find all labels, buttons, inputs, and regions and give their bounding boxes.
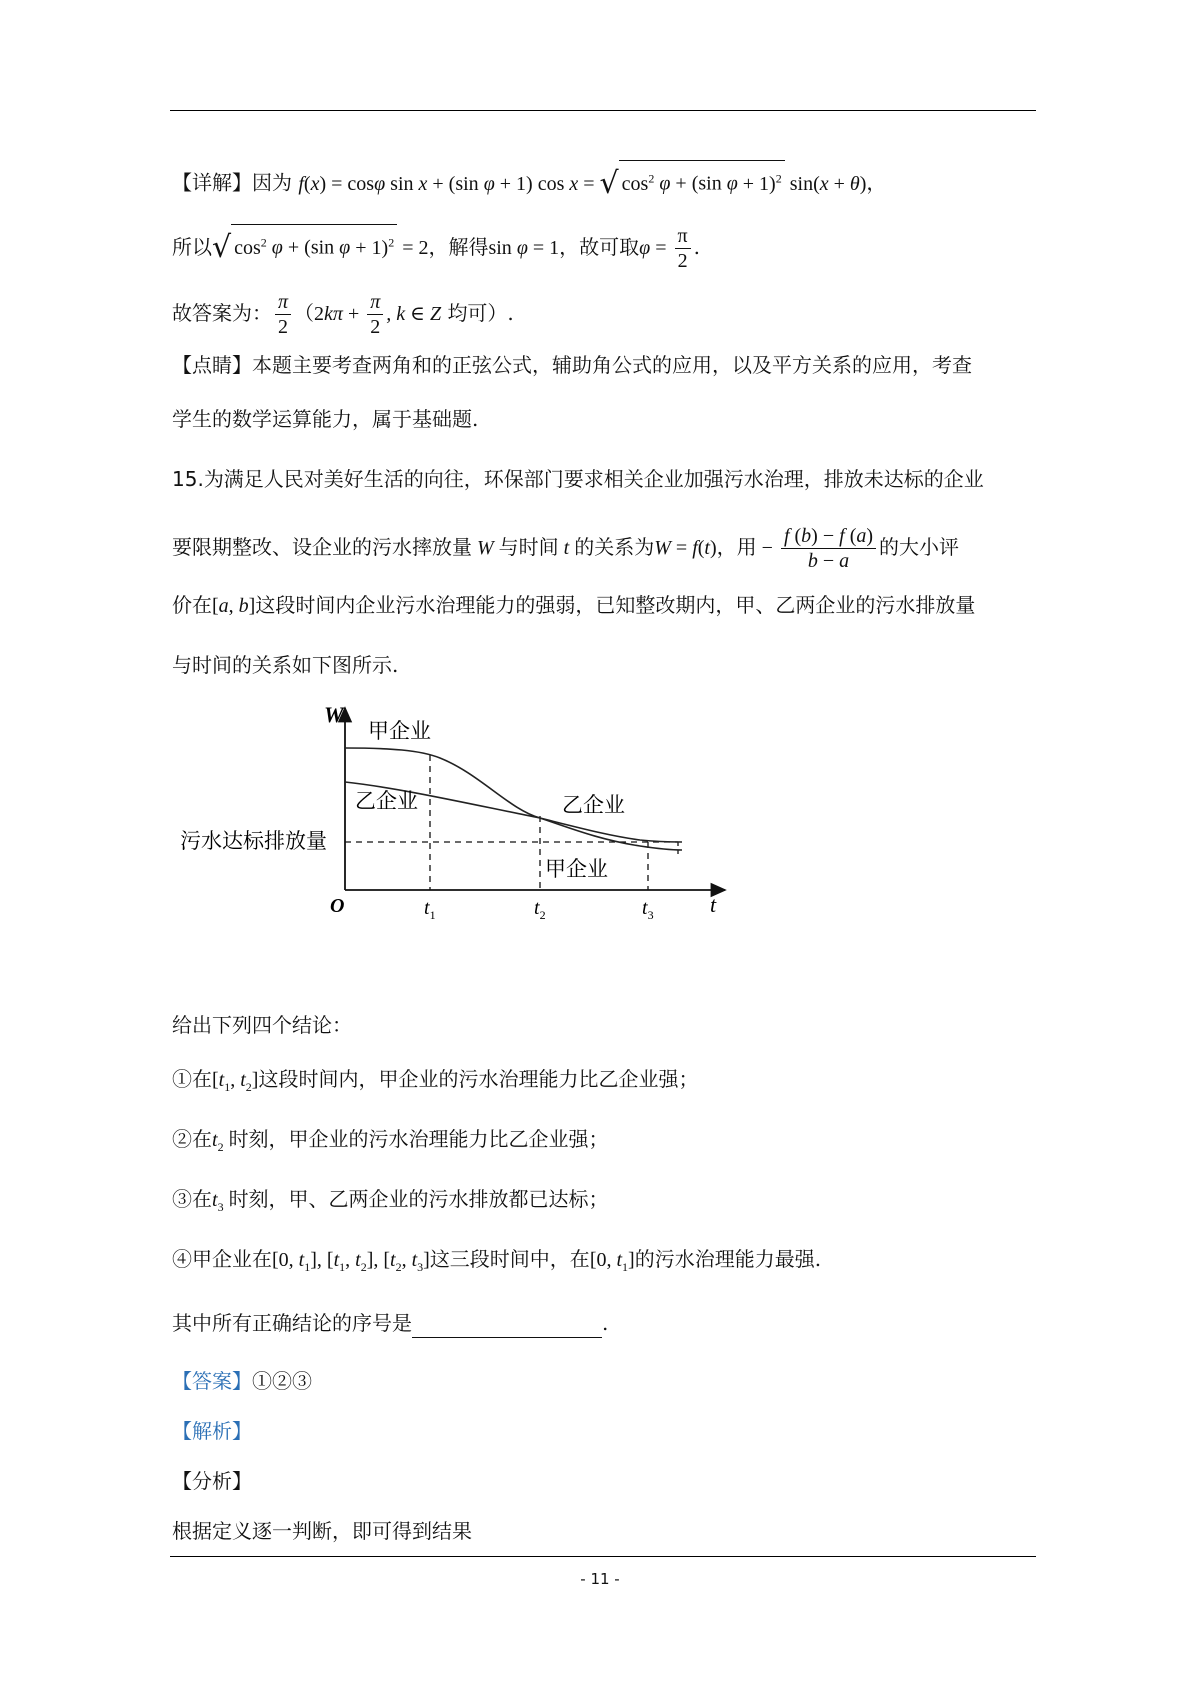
conclusion-3 [172, 1184, 609, 1222]
c1-mark: ①在 [172, 1067, 212, 1091]
comment-label: 【点睛】 [172, 353, 252, 377]
conclusions-intro [172, 1010, 352, 1040]
problem-line-2 [172, 524, 959, 573]
problem-text-3b: 这段时间内企业污水治理能力的强弱，已知整改期内，甲、乙两企业的污水排放量 [255, 593, 976, 617]
label-jia-top: 甲企业 [368, 719, 431, 743]
c4-interval-0: [0, $t_1$] [589, 1249, 635, 1274]
problem-line-1 [172, 464, 984, 494]
conclusion-1 [172, 1064, 698, 1102]
c3-text: 时刻，甲、乙两企业的污水排放都已达标； [228, 1187, 609, 1211]
pi-over-2: $\frac{\pi}{2}$ [675, 224, 691, 273]
footer-rule [170, 1556, 1036, 1557]
fenxi-text-line [172, 1516, 472, 1546]
tick-t2: $t_2$ [534, 897, 546, 922]
analysis-label: 【解析】 [172, 1419, 252, 1443]
problem-line-4 [172, 650, 398, 680]
answer-prefix: 故答案为： [172, 301, 272, 325]
header-rule [170, 110, 1036, 111]
c3-mark: ③在 [172, 1187, 212, 1211]
pi-over-2-alt: $\frac{\pi}{2}$ [367, 290, 383, 339]
fenxi-line [172, 1466, 252, 1496]
c4-mark: ④甲企业在 [172, 1247, 272, 1271]
answer-line [172, 1366, 312, 1396]
label-yi-left: 乙企业 [355, 789, 418, 813]
x-axis-label: t [710, 892, 717, 917]
comment-text-2: 学生的数学运算能力，属于基础题. [172, 407, 479, 431]
tick-t3: $t_3$ [642, 897, 654, 922]
sin-eq: sin φ = 1 [488, 237, 560, 259]
origin-label: O [330, 895, 345, 917]
problem-text-3a: 价在 [172, 593, 212, 617]
c4-text: 的污水治理能力最强. [634, 1247, 822, 1271]
c4-intervals: [0, $t_1$], [$t_1$, $t_2$], [$t_2$, $t_3$] [272, 1249, 430, 1274]
intro-text: 给出下列四个结论： [172, 1013, 352, 1037]
answer-blank[interactable] [412, 1315, 602, 1338]
question-line [172, 1308, 608, 1338]
phi-eq: φ = [639, 237, 672, 259]
problem-text-2e: 的大小评 [879, 535, 960, 559]
page-number: - 11 - [580, 1570, 620, 1588]
c1-text: 这段时间内，甲企业的污水治理能力比乙企业强； [258, 1067, 699, 1091]
detail-formula: f(x) = cosφ sin x + (sin φ + 1) cos x = √ $\cos^2 \varphi + (\sin$ φ + 1)$^2$ sin(x + θ) [298, 173, 866, 195]
threshold-label: 污水达标排放量 [180, 829, 327, 853]
conclusion-4 [172, 1244, 821, 1282]
answer-prefix-line: 故答案为： $\frac{\pi}{2}$ （2kπ + $\frac{\pi}{2}$ , k ∈ Z 均可）. [172, 291, 514, 338]
problem-text-2b: 与时间 [498, 535, 559, 559]
tick-t1: $t_1$ [424, 897, 436, 922]
problem-text-4: 与时间的关系如下图所示. [172, 653, 399, 677]
problem-number: 15. [172, 467, 204, 491]
question-end: . [602, 1311, 609, 1335]
c4-mid: 这三段时间中，在 [429, 1247, 590, 1271]
detail-line: 【详解】因为 f(x) = cosφ sin x + (sin φ + 1) cos x = √ $\cos^2 \varphi + (\sin$ φ + 1)$^2$ sin(x + θ)， [172, 160, 886, 199]
answer-value: ①②③ [252, 1369, 312, 1393]
so-line: 所以√ $\cos^2 \varphi + (\sin$ φ + 1)$^2$ = 2，解得sin φ = 1，故可取φ = $\frac{\pi}{2}$ . [172, 225, 700, 272]
label-jia-bottom: 甲企业 [545, 857, 608, 881]
y-axis-label: W [324, 702, 344, 727]
problem-text-2c: 的关系为 [574, 535, 655, 559]
alt-answer: 2kπ + [314, 303, 365, 325]
k-in-z: , k ∈ Z [386, 303, 442, 325]
minus-sign: − [756, 537, 778, 559]
fenxi-text: 根据定义逐一判断，即可得到结果 [172, 1519, 472, 1543]
problem-line-3 [172, 590, 975, 621]
analysis-line [172, 1416, 252, 1446]
so-text: 所以 [172, 235, 212, 259]
interval-ab: [a, b] [212, 595, 256, 617]
pi-over-2-answer: $\frac{\pi}{2}$ [275, 290, 291, 339]
c2-text: 时刻，甲企业的污水治理能力比乙企业强； [228, 1127, 609, 1151]
problem-text-2a: 要限期整改、设企业的污水摔放量 [172, 535, 472, 559]
var-w: W [472, 537, 499, 559]
rate-fraction: $\frac{f (b) - f (a)}{b - a}$ [781, 524, 876, 573]
detail-label: 【详解】 [172, 170, 252, 195]
answer-label: 【答案】 [172, 1369, 252, 1393]
c2-var: $t_2$ [212, 1129, 224, 1154]
c1-interval: [$t_1$, $t_2$] [212, 1069, 259, 1094]
conclusion-2 [172, 1124, 609, 1162]
var-t: t [558, 537, 575, 559]
so-formula: √ $\cos^2 \varphi + (\sin$ φ + 1)$^2$ = 2 [212, 237, 428, 259]
problem-text-1: 为满足人民对美好生活的向往，环保部门要求相关企业加强污水治理，排放未达标的企业 [203, 467, 984, 491]
c2-mark: ②在 [172, 1127, 212, 1151]
emission-figure [170, 700, 730, 930]
fenxi-label: 【分析】 [172, 1469, 252, 1493]
relation: W = f(t) [654, 537, 717, 559]
c3-var: $t_3$ [212, 1189, 224, 1214]
answer-note: 均可）. [447, 301, 514, 325]
comment-line-1 [172, 350, 972, 380]
label-yi-right: 乙企业 [562, 793, 625, 817]
detail-text: 因为 [252, 170, 292, 195]
solve-text: ，解得 [428, 235, 489, 259]
problem-text-2d: ，用 [716, 535, 757, 559]
thus-text: ，故可取 [559, 235, 640, 259]
comment-text-1: 本题主要考查两角和的正弦公式，辅助角公式的应用，以及平方关系的应用，考查 [252, 353, 972, 377]
question-text: 其中所有正确结论的序号是 [172, 1311, 412, 1335]
comment-line-2 [172, 404, 478, 434]
